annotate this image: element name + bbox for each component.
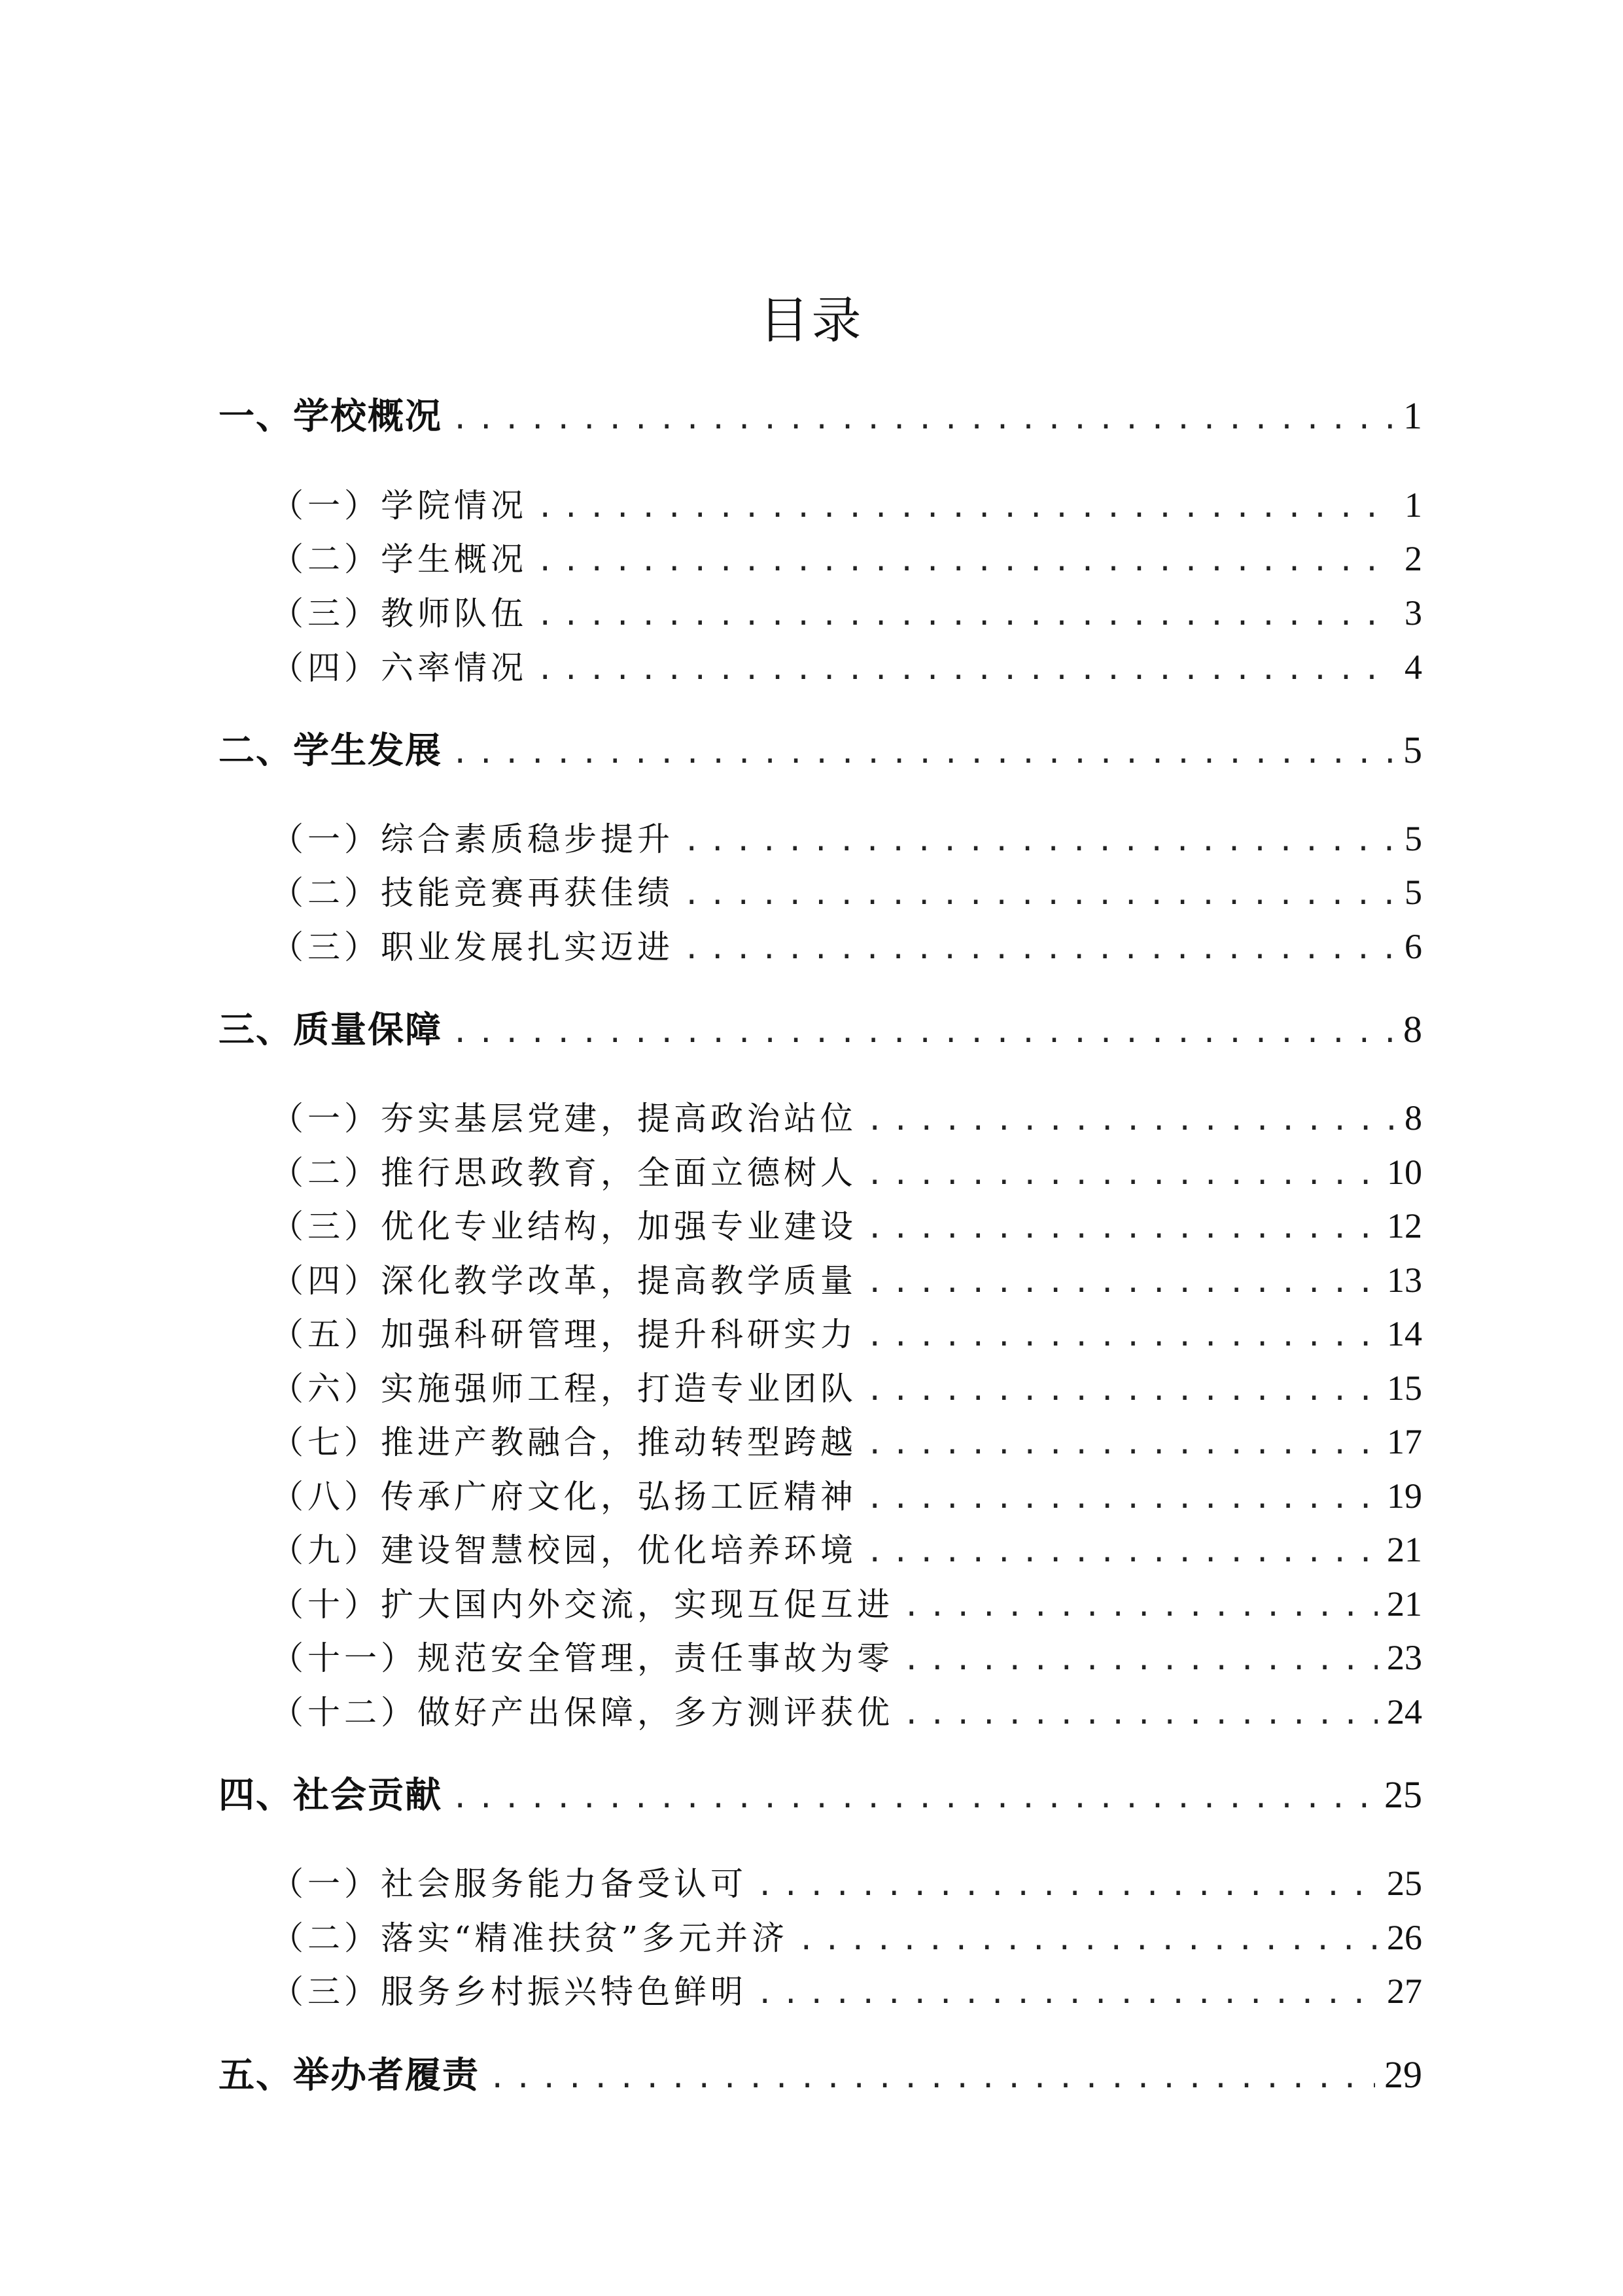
toc-page-number: 19 — [1387, 1476, 1422, 1516]
dot-leader — [866, 1097, 1395, 1144]
dot-leader — [451, 730, 1394, 777]
toc-page-number: 8 — [1403, 1008, 1422, 1051]
toc-page-number: 13 — [1387, 1261, 1422, 1300]
toc-section-3[interactable] — [218, 1006, 1422, 1053]
dot-leader — [683, 871, 1395, 918]
toc-item-label: （一）学院情况 — [271, 487, 527, 525]
toc-item-label: （三）教师队伍 — [271, 595, 527, 633]
dot-leader — [866, 1313, 1378, 1360]
toc-item-label: （三）优化专业结构，加强专业建设 — [271, 1208, 857, 1245]
toc-page-number: 25 — [1384, 1773, 1422, 1816]
dot-leader — [536, 484, 1395, 531]
toc-page-number: 8 — [1405, 1098, 1422, 1138]
toc-page-number: 25 — [1387, 1864, 1422, 1903]
toc-page-number: 14 — [1387, 1314, 1422, 1353]
toc-page-number: 27 — [1387, 1972, 1422, 2011]
toc-item-3-8[interactable] — [271, 1472, 1422, 1520]
toc-item-label: （二）推行思政教育，全面立德树人 — [271, 1154, 857, 1192]
toc-page-number: 5 — [1405, 819, 1422, 858]
toc-item-2-1[interactable] — [271, 815, 1422, 862]
toc-section-4[interactable] — [218, 1771, 1422, 1818]
toc-item-label: （八）传承广府文化，弘扬工匠精神 — [271, 1478, 857, 1516]
dot-leader — [451, 1775, 1375, 1822]
toc-item-3-11[interactable] — [271, 1634, 1422, 1681]
toc-item-label: （二）学生概况 — [271, 540, 527, 578]
toc-page-number: 4 — [1405, 648, 1422, 687]
toc-item-2-2[interactable] — [271, 869, 1422, 916]
dot-leader — [489, 2055, 1375, 2102]
toc-item-label: （四）六率情况 — [271, 649, 527, 687]
dot-leader — [866, 1259, 1378, 1306]
dot-leader — [866, 1475, 1378, 1522]
toc-item-label: （三）服务乡村振兴特色鲜明 — [271, 1973, 747, 2011]
toc-page-number: 10 — [1387, 1153, 1422, 1192]
toc-item-3-6[interactable] — [271, 1365, 1422, 1412]
toc-item-4-3[interactable] — [271, 1968, 1422, 2015]
toc-section-label: 三、质量保障 — [218, 1008, 443, 1051]
dot-leader — [903, 1691, 1378, 1738]
toc-page-number: 12 — [1387, 1206, 1422, 1245]
toc-item-3-4[interactable] — [271, 1257, 1422, 1304]
toc-item-3-9[interactable] — [271, 1526, 1422, 1573]
toc-section-1[interactable] — [218, 392, 1422, 440]
toc-page-number: 29 — [1384, 2053, 1422, 2096]
toc-item-label: （七）推进产教融合，推动转型跨越 — [271, 1423, 857, 1461]
dot-leader — [866, 1367, 1378, 1414]
toc-item-3-5[interactable] — [271, 1310, 1422, 1357]
toc-item-4-1[interactable] — [271, 1860, 1422, 1907]
toc-item-2-3[interactable] — [271, 923, 1422, 970]
toc-title: 目录 — [759, 291, 864, 349]
toc-section-label: 一、学校概况 — [218, 394, 443, 437]
dot-leader — [903, 1637, 1378, 1684]
toc-item-label: （六）实施强师工程，打造专业团队 — [271, 1370, 857, 1408]
dot-leader — [756, 1970, 1378, 2017]
toc-item-3-2[interactable] — [271, 1149, 1422, 1196]
toc-page-number: 6 — [1405, 927, 1422, 966]
toc-item-1-4[interactable] — [271, 644, 1422, 691]
dot-leader — [683, 818, 1395, 865]
toc-item-3-7[interactable] — [271, 1418, 1422, 1465]
toc-item-1-3[interactable] — [271, 589, 1422, 636]
toc-page-number: 3 — [1405, 593, 1422, 633]
toc-page-number: 21 — [1387, 1584, 1422, 1624]
toc-section-2[interactable] — [218, 727, 1422, 774]
dot-leader — [756, 1862, 1378, 1909]
toc-item-label: （九）建设智慧校园，优化培养环境 — [271, 1531, 857, 1569]
toc-item-label: （一）社会服务能力备受认可 — [271, 1865, 747, 1903]
dot-leader — [866, 1205, 1378, 1252]
toc-item-3-1[interactable] — [271, 1094, 1422, 1141]
dot-leader — [451, 396, 1394, 443]
toc-item-3-12[interactable] — [271, 1688, 1422, 1735]
toc-section-label: 二、学生发展 — [218, 729, 443, 771]
dot-leader — [903, 1583, 1378, 1630]
toc-page-number: 23 — [1387, 1638, 1422, 1677]
toc-item-label: （二）技能竞赛再获佳绩 — [271, 874, 674, 912]
dot-leader — [797, 1917, 1378, 1964]
dot-leader — [536, 592, 1395, 639]
toc-item-label: （三）职业发展扎实迈进 — [271, 928, 674, 966]
toc-item-label: （二）落实“精准扶贫”多元并济 — [271, 1919, 789, 1957]
dot-leader — [683, 926, 1395, 973]
toc-item-label: （一）综合素质稳步提升 — [271, 820, 674, 858]
dot-leader — [536, 538, 1395, 585]
toc-section-label: 五、举办者履责 — [218, 2053, 480, 2096]
toc-item-3-10[interactable] — [271, 1580, 1422, 1627]
toc-section-label: 四、社会贡献 — [218, 1773, 443, 1816]
toc-page-number: 2 — [1405, 539, 1422, 578]
dot-leader — [866, 1151, 1378, 1198]
toc-item-label: （五）加强科研管理，提升科研实力 — [271, 1315, 857, 1353]
toc-item-label: （十）扩大国内外交流，实现互促互进 — [271, 1586, 894, 1624]
toc-item-label: （一）夯实基层党建，提高政治站位 — [271, 1100, 857, 1138]
toc-page-number: 24 — [1387, 1692, 1422, 1731]
dot-leader — [451, 1009, 1394, 1056]
toc-page-number: 15 — [1387, 1368, 1422, 1408]
dot-leader — [536, 646, 1395, 693]
toc-item-label: （四）深化教学改革，提高教学质量 — [271, 1262, 857, 1300]
toc-item-1-2[interactable] — [271, 535, 1422, 582]
dot-leader — [866, 1529, 1378, 1576]
toc-item-label: （十二）做好产出保障，多方测评获优 — [271, 1694, 894, 1731]
toc-page-number: 1 — [1403, 394, 1422, 437]
toc-page-number: 17 — [1387, 1422, 1422, 1461]
toc-page-number: 5 — [1405, 873, 1422, 912]
toc-item-3-3[interactable] — [271, 1202, 1422, 1249]
toc-page-number: 21 — [1387, 1530, 1422, 1569]
toc-page-number: 5 — [1403, 729, 1422, 771]
toc-section-5[interactable] — [218, 2051, 1422, 2098]
dot-leader — [866, 1421, 1378, 1468]
toc-item-4-2[interactable] — [271, 1914, 1422, 1961]
toc-item-label: （十一）规范安全管理，责任事故为零 — [271, 1639, 894, 1677]
toc-page-number: 26 — [1387, 1918, 1422, 1957]
toc-page-number: 1 — [1405, 485, 1422, 525]
toc-item-1-1[interactable] — [271, 481, 1422, 529]
